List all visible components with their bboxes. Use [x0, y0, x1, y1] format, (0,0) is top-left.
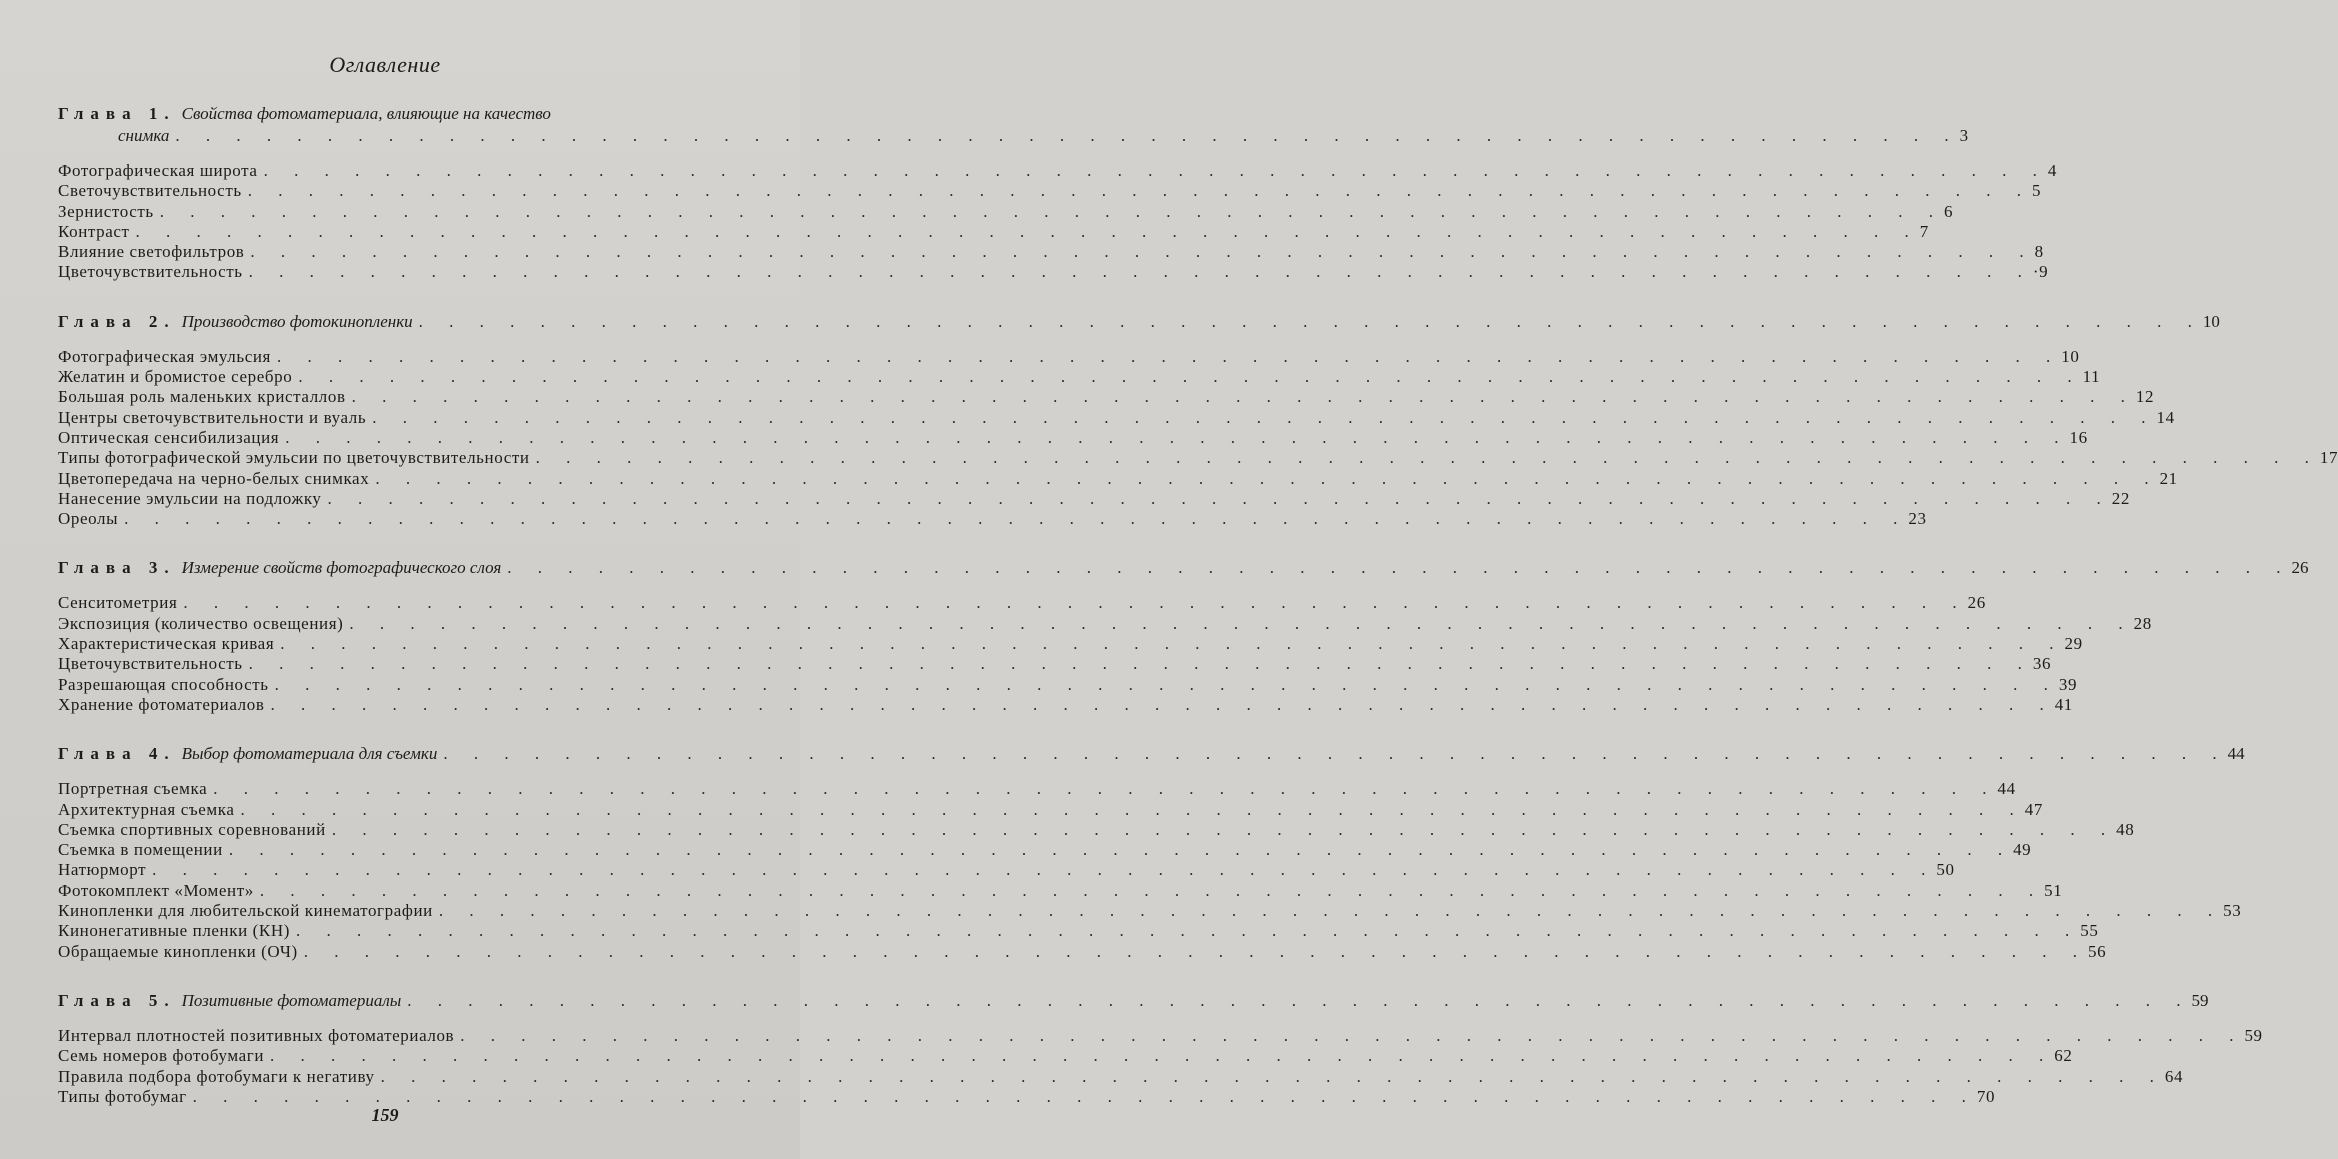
entry-page: 17: [2319, 448, 2338, 468]
entry-title: Характеристическая кривая: [58, 634, 275, 654]
toc-entry: [58, 694, 2073, 715]
dot-leader: . . . . . . . . . . . . . . . . . . . . . . . . . . . . . . . . . . . . . . . . . . . . . . . . . . . . . . . . . . .: [331, 819, 2117, 839]
dot-leader: . . . . . . . . . . . . . . . . . . . . . . . . . . . . . . . . . . . . . . . . . . . . . . . . . . . . . . . . . . .: [460, 1025, 2245, 1045]
dot-leader: . . . . . . . . . . . . . . . . . . . . . . . . . . . . . . . . . . . . . . . . . . . . . . . . . . . . . . . . . . .: [303, 941, 2088, 961]
dot-leader: . . . . . . . . . . . . . . . . . . . . . . . . . . . . . . . . . . . . . . . . . . . . . . . . . . . . . . . . . . .: [443, 744, 2228, 764]
dot-leader: . . . . . . . . . . . . . . . . . . . . . . . . . . . . . . . . . . . . . . . . . . . . . . . . . . . . . . . . . . .: [135, 221, 1920, 241]
toc-entry: [58, 488, 2130, 509]
entry-title: Ореолы: [58, 509, 119, 529]
dot-leader: . . . . . . . . . . . . . . . . . . . . . . . . . . . . . . . . . . . . . . . . . . . . . . . . . . . . . . . . . . .: [285, 427, 2070, 447]
toc-entry: [58, 181, 2042, 201]
dot-leader: . . . . . . . . . . . . . . . . . . . . . . . . . . . . . . . . . . . . . . . . . . . . . . . . . . . . . . . . . . .: [247, 181, 2032, 201]
toc-entry: [58, 1025, 2263, 1046]
toc-entry: [58, 941, 2107, 962]
entry-title: Цветочувствительность: [58, 262, 243, 282]
dot-leader: . . . . . . . . . . . . . . . . . . . . . . . . . . . . . . . . . . . . . . . . . . . . . . . . . . . . . . . . . . .: [213, 779, 1998, 799]
dot-leader: . . . . . . . . . . . . . . . . . . . . . . . . . . . . . . . . . . . . . . . . . . . . . . . . . . . . . . . . . . .: [298, 367, 2083, 387]
chapter-section: [58, 743, 2245, 962]
dot-leader: . . . . . . . . . . . . . . . . . . . . . . . . . . . . . . . . . . . . . . . . . . . . . . . . . . . . . . . . . . .: [438, 901, 2224, 921]
toc-entry: [58, 346, 2080, 367]
entry-page: 10: [2061, 346, 2080, 366]
dot-leader: . . . . . . . . . . . . . . . . . . . . . . . . . . . . . . . . . . . . . . . . . . . . . . . . . . . . . . . . . . .: [192, 1086, 1977, 1106]
chapter-page: 3: [1959, 126, 1969, 145]
chapter-heading: [58, 311, 2220, 333]
entry-title: Съемка в помещении: [58, 840, 223, 860]
entry-title: Правила подбора фотобумаги к негативу: [58, 1066, 375, 1086]
entry-title: Сенситометрия: [58, 593, 178, 613]
entry-title: Оптическая сенсибилизация: [58, 427, 280, 447]
dot-leader: . . . . . . . . . . . . . . . . . . . . . . . . . . . . . . . . . . . . . . . . . . . . . . . . . . . . . . . . . . .: [535, 448, 2320, 468]
chapter-section: [58, 990, 2263, 1107]
entry-title: Светочувствительность: [58, 181, 242, 201]
dot-leader: . . . . . . . . . . . . . . . . . . . . . . . . . . . . . . . . . . . . . . . . . . . . . . . . . . . . . . . . . . .: [407, 990, 2192, 1010]
toc-entry: [58, 387, 2155, 407]
toc-entry: [58, 779, 2016, 799]
entry-page: 49: [2013, 840, 2032, 860]
entry-page: 44: [1997, 779, 2016, 799]
dot-leader: . . . . . . . . . . . . . . . . . . . . . . . . . . . . . . . . . . . . . . . . . . . . . . . . . . . . . . . . . . .: [228, 840, 2014, 860]
entry-page: 22: [2111, 488, 2130, 508]
dot-leader: . . . . . . . . . . . . . . . . . . . . . . . . . . . . . . . . . . . . . . . . . . . . . . . . . . . . . . . . . . .: [274, 674, 2059, 694]
entry-title: Цветопередача на черно-белых снимках: [58, 468, 370, 488]
entry-title: Экспозиция (количество освещения): [58, 613, 344, 633]
dot-leader: . . . . . . . . . . . . . . . . . . . . . . . . . . . . . . . . . . . . . . . . . . . . . . . . . . . . . . . . . . .: [351, 387, 2136, 407]
chapter-heading: [58, 743, 2245, 765]
dot-leader: . . . . . . . . . . . . . . . . . . . . . . . . . . . . . . . . . . . . . . . . . . . . . . . . . . . . . . . . . . .: [240, 799, 2025, 819]
dot-leader: . . . . . . . . . . . . . . . . . . . . . . . . . . . . . . . . . . . . . . . . . . . . . . . . . . . . . . . . . . .: [152, 860, 1937, 880]
dot-leader: . . . . . . . . . . . . . . . . . . . . . . . . . . . . . . . . . . . . . . . . . . . . . . . . . . . . . . . . . . .: [248, 654, 2033, 674]
entry-page: ·9: [2032, 262, 2049, 282]
chapter-section: [58, 311, 2338, 530]
chapter-heading: [58, 103, 722, 125]
entry-title: Фотографическая широта: [58, 161, 258, 180]
chapter-title: Производство фотокиноплeнки: [181, 311, 413, 331]
chapter-label: Глава 4.: [58, 744, 176, 764]
entry-page: 28: [2133, 613, 2152, 633]
table-of-contents: [58, 103, 2338, 1107]
dot-leader: . . . . . . . . . . . . . . . . . . . . . . . . . . . . . . . . . . . . . . . . . . . . . . . . . . . . . . . . . . .: [349, 613, 2134, 633]
entry-title: Архитектурная съемка: [58, 799, 235, 819]
chapter-label: Глава 1.: [58, 104, 176, 123]
toc-entry: [58, 654, 2052, 674]
chapter-label: Глава 3.: [58, 558, 176, 578]
entry-page: 8: [2034, 242, 2044, 262]
entry-title: Кинонегативные пленки (КН): [58, 921, 290, 941]
entry-title: Центры светочувствительности и вуаль: [58, 407, 367, 427]
entry-page: 62: [2054, 1046, 2073, 1066]
entry-title: Кинопленки для любительской кинематографии: [58, 901, 433, 921]
entry-list: [58, 1025, 2263, 1107]
entry-page: 70: [1976, 1086, 1996, 1106]
chapter-label: Глава 5.: [58, 990, 176, 1010]
entry-title: Разрешающая способность: [58, 674, 269, 694]
toc-entry: [58, 427, 2088, 448]
entry-title: Фотографическая эмульсия: [58, 346, 271, 366]
entry-page: 64: [2164, 1066, 2184, 1086]
entry-title: Типы фотобумаг: [58, 1086, 187, 1106]
entry-title: Контраст: [58, 221, 130, 241]
entry-title: Обращаемые кинопленки (ОЧ): [58, 941, 298, 961]
entry-page: 36: [2032, 654, 2052, 674]
toc-entry: [58, 242, 2044, 262]
toc-entry: [58, 860, 1955, 880]
entry-list: [58, 161, 2057, 283]
chapter-section: [58, 557, 2309, 715]
chapter-label: Глава 2.: [58, 311, 176, 331]
entry-title: Семь номеров фотобумаги: [58, 1046, 265, 1066]
entry-page: 21: [2159, 468, 2178, 488]
entry-title: Цветочувствительность: [58, 654, 243, 674]
entry-page: 5: [2031, 181, 2042, 201]
page-number: 159: [371, 1105, 399, 1125]
toc-entry: [58, 407, 2175, 428]
toc-entry: [58, 201, 1954, 222]
entry-title: Портретная съемка: [58, 779, 208, 799]
entry-list: [58, 779, 2242, 962]
entry-title: Хранение фотоматериалов: [58, 694, 265, 714]
dot-leader: . . . . . . . . . . . . . . . . . . . . . . . . . . . . . . . . . . . . . . . . . . . . . . . . . . . . . . . . . . .: [327, 488, 2112, 508]
entry-page: 16: [2069, 427, 2088, 447]
chapter-section: [58, 103, 2057, 283]
chapter-heading: [58, 557, 2309, 579]
entry-page: 29: [2064, 634, 2083, 654]
page-title: Оглавление: [329, 52, 441, 77]
toc-entry: [58, 262, 2049, 282]
entry-page: 6: [1944, 201, 1954, 221]
dot-leader: . . . . . . . . . . . . . . . . . . . . . . . . . . . . . . . . . . . . . . . . . . . . . . . . . . . . . . . . . . .: [124, 509, 1909, 529]
entry-page: 50: [1936, 860, 1955, 880]
chapter-title-cont: снимка: [118, 126, 170, 145]
dot-leader: . . . . . . . . . . . . . . . . . . . . . . . . . . . . . . . . . . . . . . . . . . . . . . . . . . . . . . . . . . .: [507, 558, 2292, 578]
chapter-title: Свойства фотоматериала, влияющие на качество: [181, 104, 551, 123]
dot-leader: . . . . . . . . . . . . . . . . . . . . . . . . . . . . . . . . . . . . . . . . . . . . . . . . . . . . . . . . . . .: [175, 126, 1960, 145]
entry-page: 14: [2156, 407, 2175, 427]
dot-leader: . . . . . . . . . . . . . . . . . . . . . . . . . . . . . . . . . . . . . . . . . . . . . . . . . . . . . . . . . . .: [250, 242, 2035, 262]
toc-entry: [58, 161, 2057, 181]
entry-page: 47: [2024, 799, 2043, 819]
entry-page: 23: [1908, 509, 1927, 529]
entry-page: 7: [1919, 221, 1929, 241]
entry-page: 12: [2135, 387, 2155, 407]
dot-leader: . . . . . . . . . . . . . . . . . . . . . . . . . . . . . . . . . . . . . . . . . . . . . . . . . . . . . . . . . . .: [263, 161, 2048, 180]
toc-entry: [58, 509, 1927, 529]
chapter-page: 59: [2191, 990, 2209, 1010]
dot-leader: . . . . . . . . . . . . . . . . . . . . . . . . . . . . . . . . . . . . . . . . . . . . . . . . . . . . . . . . . . .: [270, 1046, 2055, 1066]
entry-page: 26: [1967, 593, 1986, 613]
entry-page: 55: [2080, 921, 2099, 941]
toc-entry: [58, 921, 2099, 941]
entry-title: Желатин и бромистое серебро: [58, 367, 293, 387]
toc-entry: [58, 819, 2135, 840]
entry-page: 51: [2044, 880, 2063, 900]
chapter-title: Позитивные фотоматериалы: [181, 990, 402, 1010]
toc-entry: [58, 593, 1986, 613]
chapter-page: 44: [2227, 744, 2245, 764]
dot-leader: . . . . . . . . . . . . . . . . . . . . . . . . . . . . . . . . . . . . . . . . . . . . . . . . . . . . . . . . . . .: [259, 880, 2045, 900]
toc-entry: [58, 448, 2338, 468]
chapter-heading: [58, 990, 2209, 1012]
entry-page: 4: [2047, 161, 2057, 180]
chapter-page: 26: [2291, 558, 2309, 578]
entry-title: Натюрморт: [58, 860, 147, 880]
toc-entry: [58, 901, 2242, 921]
entry-page: 59: [2244, 1025, 2263, 1045]
entry-page: 48: [2116, 819, 2135, 839]
toc-entry: [58, 674, 2078, 695]
toc-entry: [58, 1046, 2073, 1066]
toc-entry: [58, 221, 1929, 242]
chapter-page: 10: [2202, 311, 2220, 331]
entry-page: 39: [2058, 674, 2078, 694]
dot-leader: . . . . . . . . . . . . . . . . . . . . . . . . . . . . . . . . . . . . . . . . . . . . . . . . . . . . . . . . . . .: [296, 921, 2081, 941]
dot-leader: . . . . . . . . . . . . . . . . . . . . . . . . . . . . . . . . . . . . . . . . . . . . . . . . . . . . . . . . . . .: [248, 262, 2033, 282]
entry-page: 53: [2223, 901, 2242, 921]
chapter-title: Измерение свойств фотографического слоя: [181, 558, 502, 578]
entry-title: Влияние светофильтров: [58, 242, 245, 262]
chapter-heading-cont: [58, 125, 1969, 147]
entry-title: Фотокомплект «Момент»: [58, 880, 254, 900]
entry-page: 41: [2054, 694, 2073, 714]
toc-entry: [58, 613, 2152, 634]
chapter-title: Выбор фотоматериала для съемки: [181, 744, 438, 764]
toc-entry: [58, 634, 2083, 654]
entry-list: [58, 346, 2338, 530]
toc-entry: [58, 367, 2101, 387]
dot-leader: . . . . . . . . . . . . . . . . . . . . . . . . . . . . . . . . . . . . . . . . . . . . . . . . . . . . . . . . . . .: [418, 311, 2203, 331]
entry-title: Интервал плотностей позитивных фотоматериалов: [58, 1025, 455, 1045]
entry-title: Типы фотографической эмульсии по цветочувствительности: [58, 448, 530, 468]
entry-title: Зернистость: [58, 201, 154, 221]
dot-leader: . . . . . . . . . . . . . . . . . . . . . . . . . . . . . . . . . . . . . . . . . . . . . . . . . . . . . . . . . . .: [276, 346, 2062, 366]
entry-title: Съемка спортивных соревнований: [58, 819, 326, 839]
dot-leader: . . . . . . . . . . . . . . . . . . . . . . . . . . . . . . . . . . . . . . . . . . . . . . . . . . . . . . . . . . .: [280, 634, 2065, 654]
entry-title: Нанесение эмульсии на подложку: [58, 488, 322, 508]
dot-leader: . . . . . . . . . . . . . . . . . . . . . . . . . . . . . . . . . . . . . . . . . . . . . . . . . . . . . . . . . . .: [270, 694, 2055, 714]
toc-entry: [58, 468, 2178, 489]
dot-leader: . . . . . . . . . . . . . . . . . . . . . . . . . . . . . . . . . . . . . . . . . . . . . . . . . . . . . . . . . . .: [375, 468, 2160, 488]
entry-list: [58, 593, 2152, 715]
toc-entry: [58, 1066, 2184, 1087]
entry-title: Большая роль маленьких кристаллов: [58, 387, 346, 407]
dot-leader: . . . . . . . . . . . . . . . . . . . . . . . . . . . . . . . . . . . . . . . . . . . . . . . . . . . . . . . . . . .: [372, 407, 2157, 427]
toc-entry: [58, 799, 2043, 820]
toc-entry: [58, 840, 2032, 860]
dot-leader: . . . . . . . . . . . . . . . . . . . . . . . . . . . . . . . . . . . . . . . . . . . . . . . . . . . . . . . . . . .: [159, 201, 1945, 221]
toc-entry: [58, 880, 2063, 901]
dot-leader: . . . . . . . . . . . . . . . . . . . . . . . . . . . . . . . . . . . . . . . . . . . . . . . . . . . . . . . . . . .: [380, 1066, 2165, 1086]
entry-page: 56: [2088, 941, 2107, 961]
entry-page: 11: [2082, 367, 2101, 387]
dot-leader: . . . . . . . . . . . . . . . . . . . . . . . . . . . . . . . . . . . . . . . . . . . . . . . . . . . . . . . . . . .: [183, 593, 1968, 613]
